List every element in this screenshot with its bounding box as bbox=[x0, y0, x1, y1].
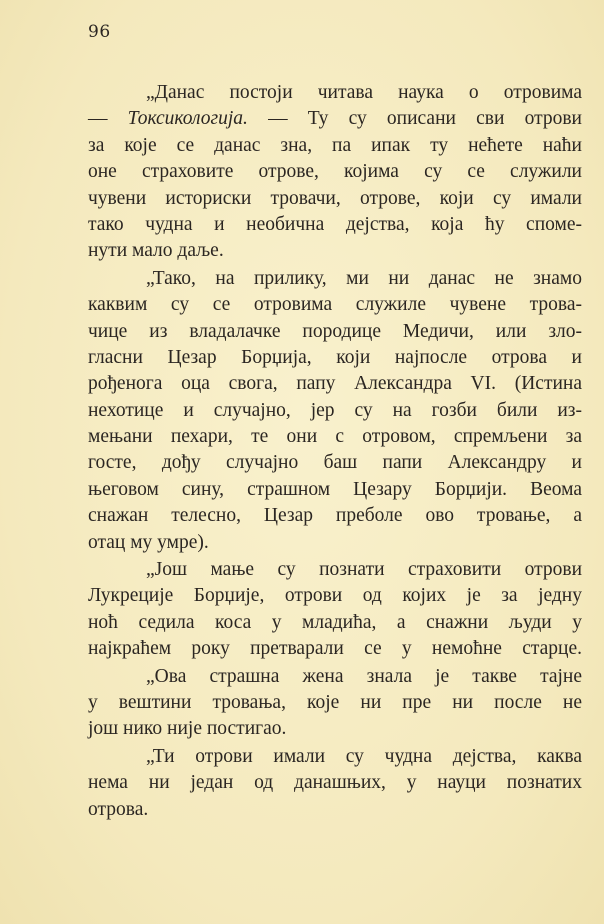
text-line: отрова. bbox=[88, 798, 149, 820]
text-line: каквим су се отровима служиле чувене трова- bbox=[88, 294, 582, 316]
text-line-rest: — Ту су описани сви отрови bbox=[247, 108, 582, 130]
text-line: нема ни један од данашњих, у науци познатих bbox=[88, 772, 582, 794]
paragraph bbox=[88, 664, 582, 743]
text-line: нехотице и случајно, јер су на гозби били из- bbox=[88, 399, 582, 421]
paragraph bbox=[88, 744, 582, 823]
page-number: 96 bbox=[88, 22, 111, 42]
body-text bbox=[88, 80, 582, 823]
text-line: отац му умре). bbox=[88, 531, 209, 553]
text-line: мењани пехари, те они с отровом, спремљени за bbox=[88, 426, 582, 448]
paragraph bbox=[88, 557, 582, 663]
text-line: „Данас постоји читава наука о отровима bbox=[146, 82, 582, 103]
text-line: његовом сину, страшном Цезару Борџији. Веома bbox=[88, 478, 582, 500]
text-line: још нико није постигао. bbox=[88, 718, 287, 740]
text-line-prefix: — bbox=[88, 108, 128, 130]
text-line: у вештини тровања, које ни пре ни после не bbox=[88, 691, 582, 713]
text-line: „Тако, на прилику, ми ни данас не знамо bbox=[146, 267, 582, 289]
text-line: снажан телесно, Цезар преболе ово тровање, а bbox=[88, 505, 582, 527]
text-line: госте, дођу случајно баш папи Александру и bbox=[88, 452, 582, 474]
text-line: „Још мање су познати страховити отрови bbox=[146, 559, 582, 581]
text-line: „Ова страшна жена знала је такве тајне bbox=[146, 665, 582, 687]
paragraph bbox=[88, 80, 582, 265]
text-line: оне страховите отрове, којима су се служили bbox=[88, 161, 582, 183]
text-line: гласни Цезар Борџија, који најпосле отрова и bbox=[88, 346, 582, 368]
text-line: најкраћем року претварали се у немоћне старце. bbox=[88, 638, 582, 660]
paragraph bbox=[88, 266, 582, 556]
text-line: нути мало даље. bbox=[88, 240, 224, 262]
text-line: чувени историски тровачи, отрове, који су имали bbox=[88, 187, 582, 209]
text-line: Лукреције Борџије, отрови од којих је за једну bbox=[88, 585, 582, 607]
text-line: за које се данас зна, па ипак ту нећете наћи bbox=[88, 134, 582, 156]
text-line: чице из владалачке породице Медичи, или зло- bbox=[88, 320, 582, 342]
emphasized-term: Токсикологија. bbox=[127, 108, 248, 130]
text-line: ноћ седила коса у младића, а снажни људи у bbox=[88, 611, 582, 633]
text-line: „Ти отрови имали су чудна дејства, каква bbox=[146, 745, 582, 767]
text-line bbox=[88, 106, 582, 132]
text-line: рођенога оца свога, папу Александра VI. (Истина bbox=[88, 373, 582, 395]
text-line: тако чудна и необична дејства, која ћу споме- bbox=[88, 213, 582, 235]
